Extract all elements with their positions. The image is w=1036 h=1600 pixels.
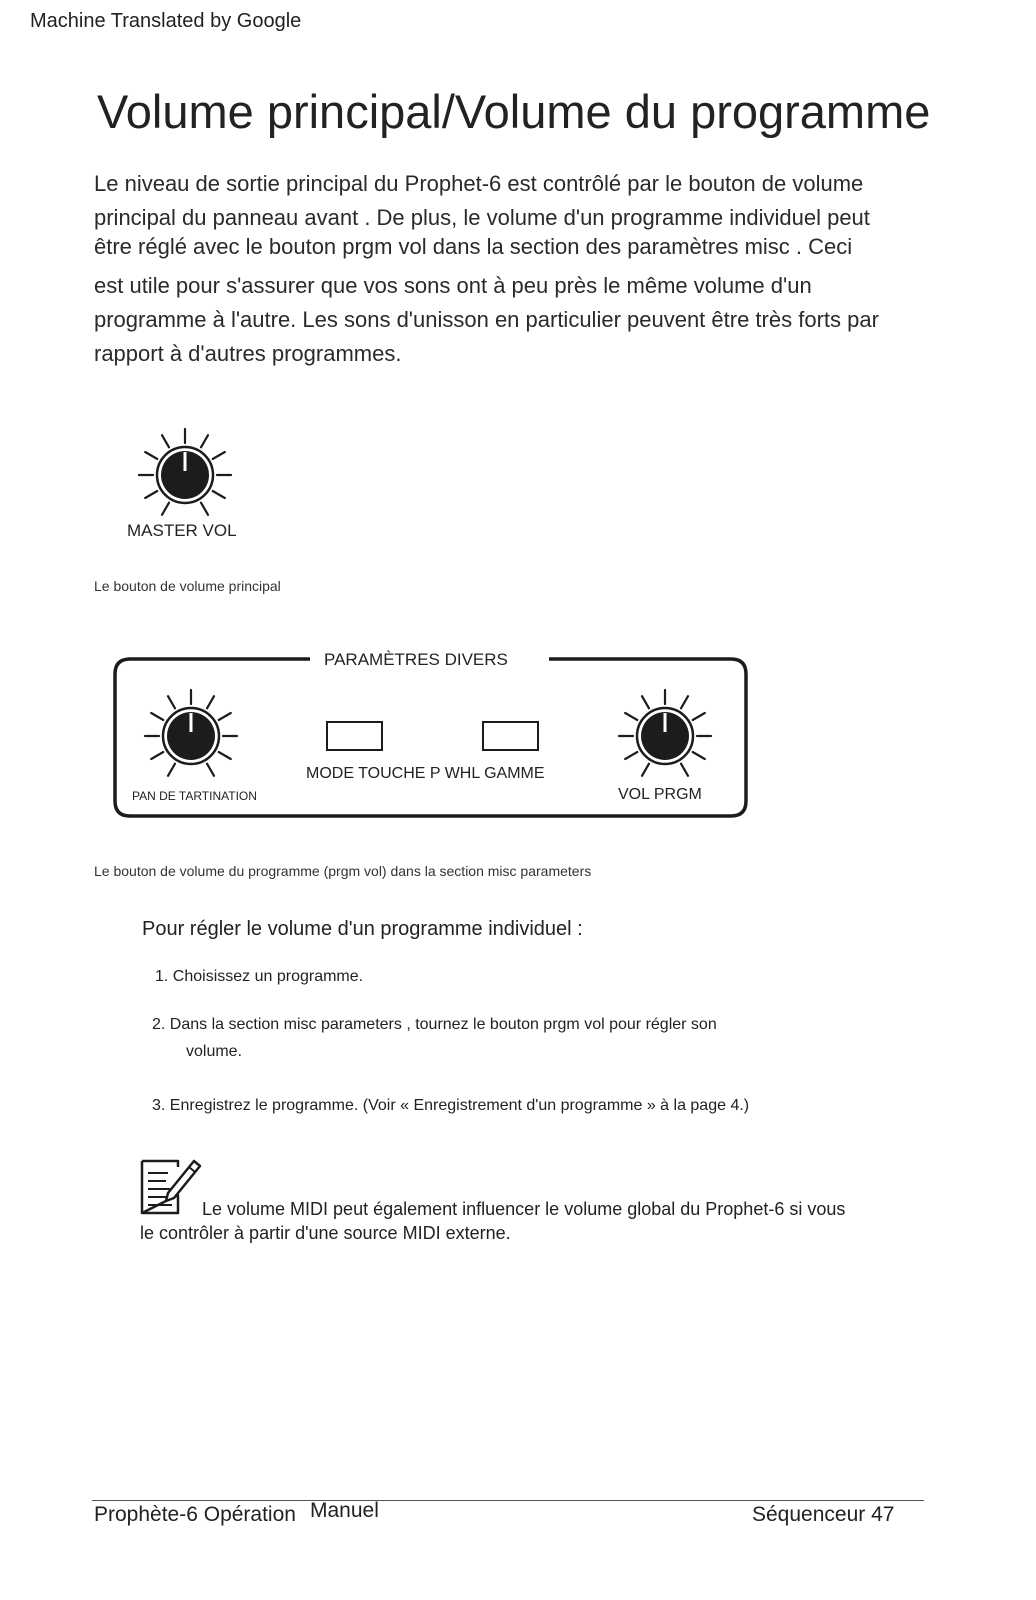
footer-manual-word: Manuel (310, 1499, 379, 1522)
note-pencil-icon (138, 1155, 202, 1219)
pwheel-range-switch-icon (482, 721, 539, 751)
list-item: 3. Enregistrez le programme. (Voir « Enregistrement d'un programme » à la page 4.) (152, 1097, 750, 1114)
list-item: 2. Dans la section misc parameters , tournez le bouton prgm vol pour régler son (152, 1016, 717, 1033)
paragraph-line: Le niveau de sortie principal du Prophet-6 est contrôlé par le bouton de volume (94, 171, 864, 196)
paragraph-line: programme à l'autre. Les sons d'unisson en particulier peuvent être très forts par (94, 307, 879, 332)
list-item-continuation: volume. (186, 1043, 243, 1060)
master-vol-label: MASTER VOL (127, 521, 237, 540)
spread-pan-knob-icon (136, 681, 246, 791)
paragraph-line: principal du panneau avant . De plus, le volume d'un programme individuel peut (94, 205, 870, 230)
page-title: Volume principal/Volume du programme (97, 85, 931, 138)
switches-label: MODE TOUCHE P WHL GAMME (306, 765, 545, 782)
figure-caption-master-vol: Le bouton de volume principal (94, 578, 281, 594)
steps-intro: Pour régler le volume d'un programme individuel : (142, 918, 583, 940)
master-vol-knob-icon (130, 420, 240, 530)
prgm-vol-label: VOL PRGM (618, 786, 702, 803)
spread-pan-label: PAN DE TARTINATION (132, 789, 257, 803)
paragraph-line: être réglé avec le bouton prgm vol dans la section des paramètres misc . Ceci (94, 234, 853, 259)
footer-divider (92, 1500, 924, 1501)
note-text-line: le contrôler à partir d'une source MIDI externe. (140, 1223, 511, 1243)
prgm-vol-knob-icon (610, 681, 720, 791)
panel-title: PARAMÈTRES DIVERS (318, 650, 514, 670)
list-item: 1. Choisissez un programme. (155, 968, 364, 985)
footer-section-page: Séquenceur 47 (752, 1503, 895, 1526)
footer-manual-title: Prophète-6 Opération (94, 1503, 296, 1526)
key-mode-switch-icon (326, 721, 383, 751)
figure-caption-prgm-vol: Le bouton de volume du programme (prgm vol) dans la section misc parameters (94, 863, 592, 879)
paragraph-line: rapport à d'autres programmes. (94, 341, 402, 366)
paragraph-line: est utile pour s'assurer que vos sons ont à peu près le même volume d'un (94, 273, 812, 298)
note-text-line: Le volume MIDI peut également influencer le volume global du Prophet-6 si vous (202, 1199, 846, 1219)
machine-translation-banner: Machine Translated by Google (30, 10, 302, 32)
